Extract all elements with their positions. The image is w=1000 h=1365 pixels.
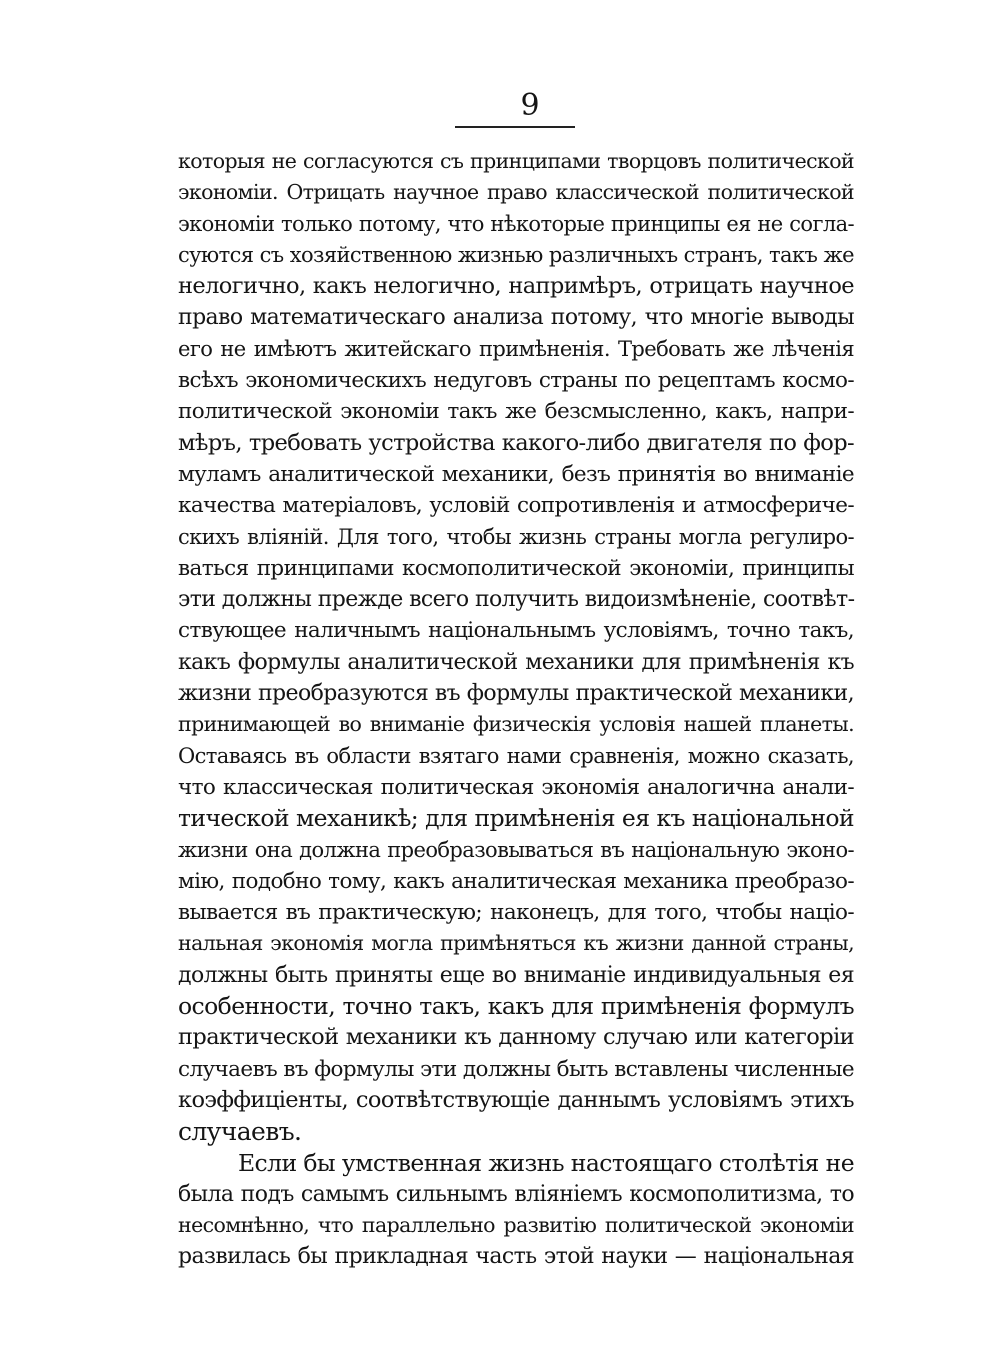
text-line: суются съ хозяйственною жизнью различныхъ странъ, такъ же	[178, 242, 854, 267]
text-line: эти должны прежде всего получить видоизмѣненіе, соотвѣт-	[178, 587, 855, 613]
text-line: право математическаго анализа потому, что многіе выводы	[178, 305, 854, 331]
text-line: должны быть приняты еще во вниманіе индивидуальныя ея	[178, 962, 854, 988]
text-line: которыя не согласуются съ принципами творцовъ политической	[178, 149, 854, 173]
text-line: какъ формулы аналитической механики для примѣненія къ	[178, 649, 854, 675]
text-line: политической экономіи такъ же безсмысленно, какъ, напри-	[178, 399, 854, 425]
text-line: принимающей во вниманіе физическія условія нашей планеты.	[178, 712, 854, 737]
text-line: практической механики къ данному случаю или категоріи	[178, 1024, 854, 1051]
paragraph-1	[178, 146, 854, 1148]
text-line: Оставаясь въ области взятаго нами сравненія, можно сказать,	[178, 743, 854, 768]
text-line: Если бы умственная жизнь настоящаго столѣтія не	[238, 1148, 854, 1177]
text-line: муламъ аналитической механики, безъ принятія во вниманіе	[178, 461, 854, 487]
text-line: тической механикѣ; для примѣненія ея къ національной	[178, 804, 854, 833]
text-line: скихъ вліяній. Для того, чтобы жизнь страны могла регулиро-	[178, 524, 854, 549]
body-text	[178, 146, 854, 1273]
text-line: мію, подобно тому, какъ аналитическая механика преобразо-	[178, 868, 854, 894]
text-line: экономіи. Отрицать научное право классической политической	[178, 180, 854, 205]
text-line: особенности, точно такъ, какъ для примѣненія формулъ	[178, 992, 854, 1021]
text-line: мѣръ, требовать устройства какого-либо двигателя по фор-	[178, 429, 854, 456]
header-rule	[455, 126, 575, 128]
text-line: жизни преобразуются въ формулы практической механики,	[178, 681, 854, 707]
text-line: коэффиціенты, соотвѣтствующіе даннымъ условіямъ этихъ	[178, 1086, 854, 1113]
text-line: ствующее наличнымъ національнымъ условіямъ, точно такъ,	[178, 618, 854, 644]
text-line: несомнѣнно, что параллельно развитію политической экономіи	[178, 1213, 854, 1238]
text-line: случаевъ.	[178, 1117, 302, 1147]
text-line: случаевъ въ формулы эти должны быть вставлены численные	[178, 1056, 854, 1082]
text-line: ваться принципами космополитической экономіи, принципы	[178, 555, 854, 581]
text-line: нальная экономія могла примѣняться къ жизни данной страны,	[178, 931, 854, 956]
text-line: всѣхъ экономическихъ недуговъ страны по рецептамъ космо-	[178, 368, 854, 394]
text-line: качества матеріаловъ, условій сопротивленія и атмосфериче-	[178, 493, 854, 519]
text-line: вывается въ практическую; наконецъ, для того, чтобы націо-	[178, 900, 854, 926]
text-line: жизни она должна преобразовываться въ національную эконо-	[178, 837, 854, 862]
text-line: развилась бы прикладная часть этой науки — національная	[178, 1244, 854, 1270]
text-line: что классическая политическая экономія аналогична анали-	[178, 774, 854, 800]
paragraph-2	[178, 1148, 854, 1273]
text-line: экономіи только потому, что нѣкоторые принципы ея не согла-	[178, 211, 854, 236]
text-line: была подъ самымъ сильнымъ вліяніемъ космополитизма, то	[178, 1181, 854, 1207]
page-number: 9	[520, 88, 540, 123]
text-line: нелогично, какъ нелогично, напримѣръ, отрицать научное	[178, 273, 854, 300]
text-line: его не имѣютъ житейскаго примѣненія. Требовать же лѣченія	[178, 336, 854, 361]
